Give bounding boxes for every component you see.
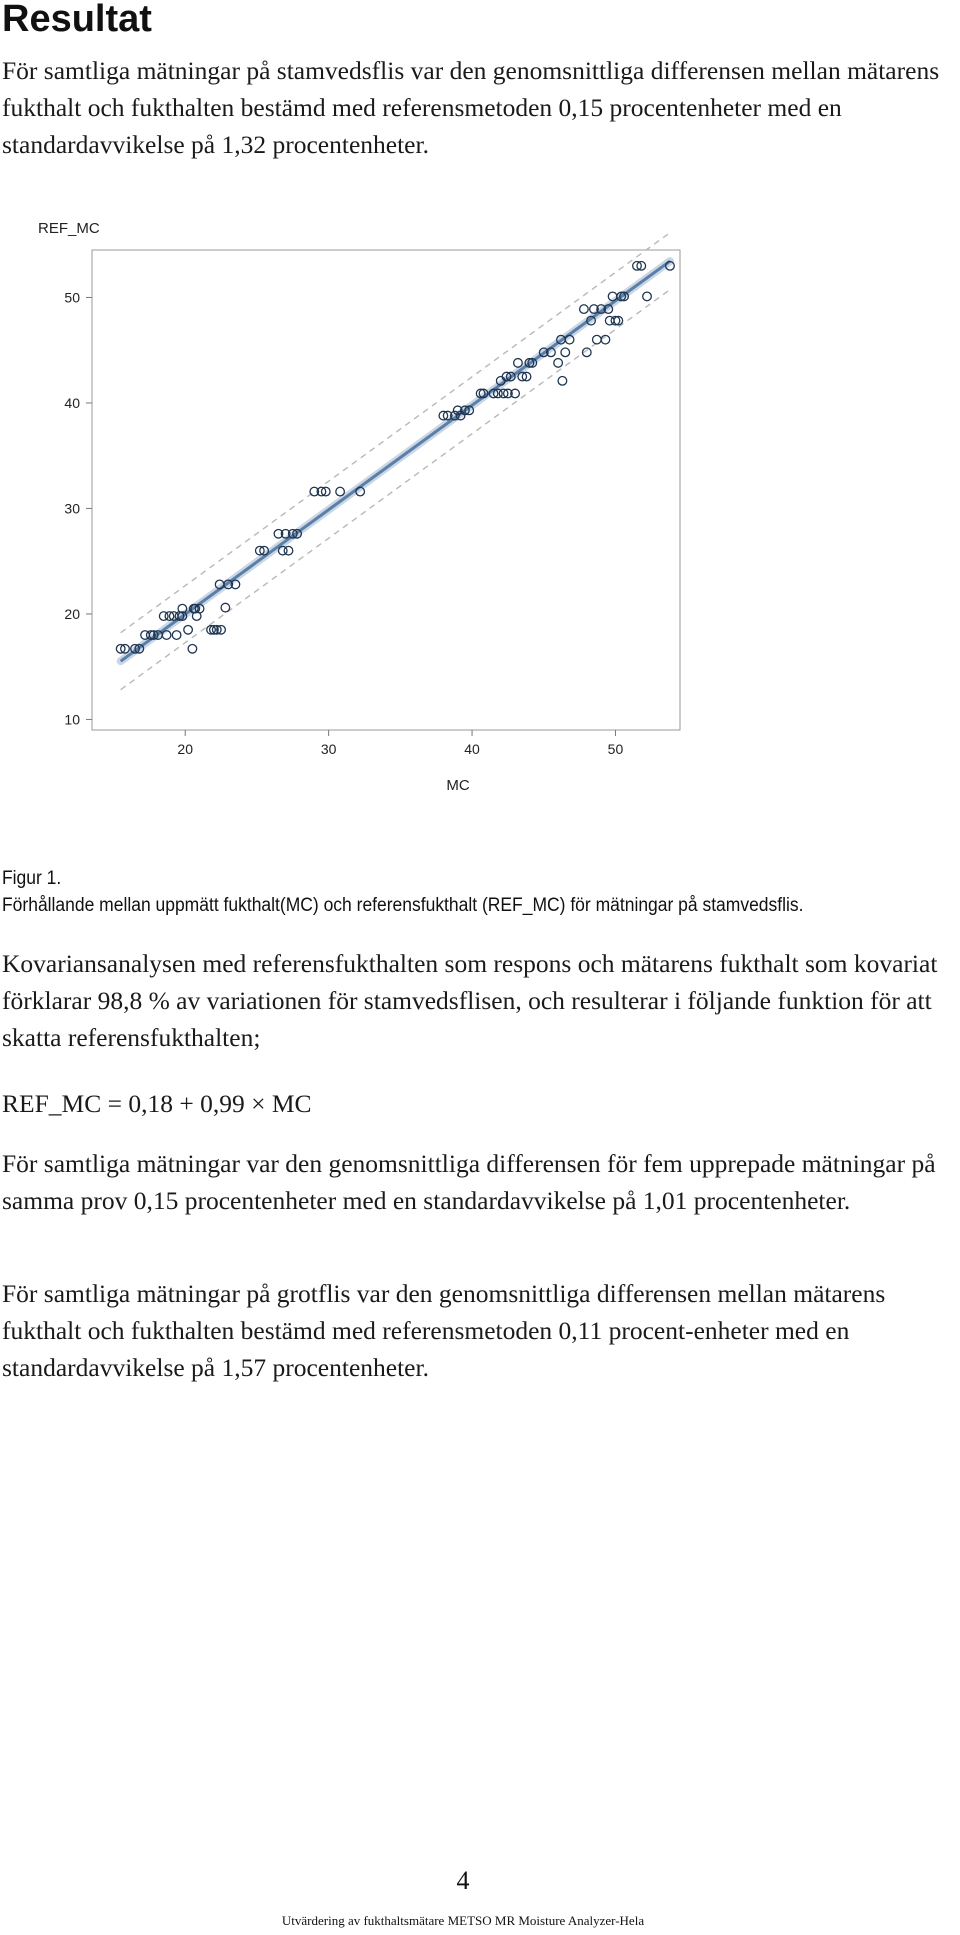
paragraph-covariance: Kovariansanalysen med referensfukthalten som respons och mätarens fukthalt som kovariat förklarar 98,8 % av variationen för stamvedsflisen, och resulterar i följande funktion för att skatta referensfukthalten; xyxy=(2,949,938,1052)
paragraph-grot: För samtliga mätningar på grotflis var den genomsnittliga differensen mellan mätarens fukthalt och fukthalten bestämd med referensmetoden 0,11 procent-enheter med en standardavvikelse på 1,57 procentenheter. xyxy=(2,1279,886,1382)
y-tick-label: 10 xyxy=(64,711,80,728)
y-axis-label: REF_MC xyxy=(38,220,100,237)
x-ticks xyxy=(177,730,623,757)
page-number: 4 xyxy=(456,1866,470,1895)
x-tick-label: 30 xyxy=(320,741,337,757)
x-tick-label: 50 xyxy=(607,741,624,757)
scatter-chart xyxy=(30,212,690,812)
figure-caption: Förhållande mellan uppmätt fukthalt(MC) och referensfukthalt (REF_MC) för mätningar på stamvedsflis. xyxy=(2,895,804,916)
figure-number: Figur 1. xyxy=(2,868,62,889)
paragraph-repeat: För samtliga mätningar var den genomsnittliga differensen för fem upprepade mätningar på samma prov 0,15 procentenheter med en standardavvikelse på 1,01 procentenheter. xyxy=(2,1149,936,1215)
y-tick-label: 50 xyxy=(64,289,80,306)
x-tick-label: 40 xyxy=(464,741,480,757)
x-axis-label: MC xyxy=(446,777,470,794)
y-tick-label: 30 xyxy=(64,500,80,517)
y-tick-label: 40 xyxy=(64,394,80,411)
paragraph-intro: För samtliga mätningar på stamvedsflis var den genomsnittliga differensen mellan mätarens fukthalt och fukthalten bestämd med referensmetoden 0,15 procentenheter med en standardavvikelse på 1,32 procentenheter. xyxy=(2,56,940,159)
regression-formula: REF_MC = 0,18 + 0,99 × MC xyxy=(2,1089,312,1118)
y-ticks xyxy=(64,289,92,727)
x-tick-label: 20 xyxy=(177,741,194,757)
y-tick-label: 20 xyxy=(64,605,80,622)
page-footer: Utvärdering av fukthaltsmätare METSO MR Moisture Analyzer-Hela xyxy=(281,1913,645,1928)
section-heading: Resultat xyxy=(2,0,152,40)
